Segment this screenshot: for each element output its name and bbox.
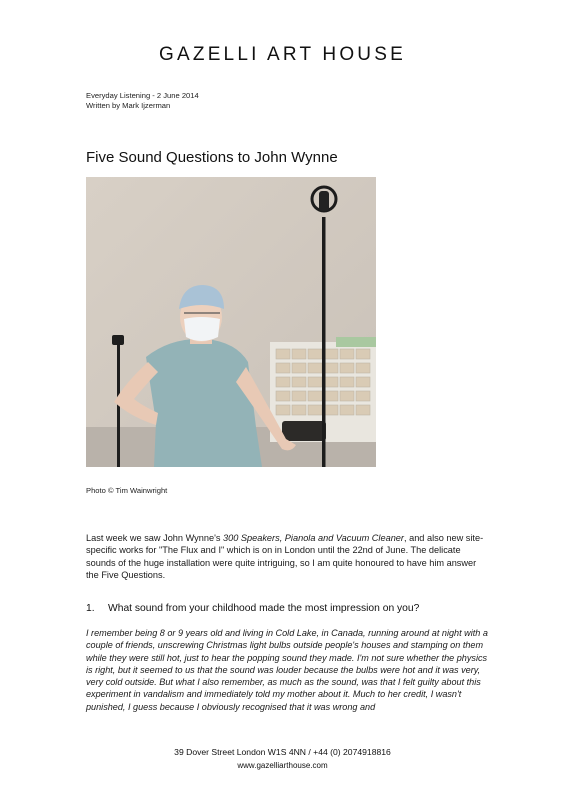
footer-website: www.gazelliarthouse.com	[237, 761, 328, 770]
intro-text-start: Last week we saw John Wynne's	[86, 533, 223, 543]
author-line: Written by Mark Ijzerman	[86, 101, 171, 110]
gallery-masthead: GAZELLI ART HOUSE	[159, 44, 406, 65]
intro-text-end: , and also new site-specific works for "The Flux and I" which is on in London until the 22nd of June. The delicate sounds of the huge installation were quite intriguing, so I am quite honoured to have him answer the Five Questions.	[86, 533, 484, 580]
article-photo	[86, 177, 376, 467]
question-number: 1.	[86, 603, 95, 614]
answer-1: I remember being 8 or 9 years old and living in Cold Lake, in Canada, running around at night with a couple of friends, unscrewing Christmas light bulbs outside people's houses and stamping on them while they were still hot, just to hear the popping sound they made. I'm not sure whether the physics is right, but it seemed to us that the sound was louder because the bulbs were hot and it was very, very cold outside. But what I also remember, as much as the sound, was that I felt guilty about this experiment in vandalism and immediately told my mother about it. Much to her credit, I wasn't punished, I guess because I obviously recognised that it was wrong and	[86, 628, 488, 712]
series-date-line: Everyday Listening - 2 June 2014	[86, 91, 199, 100]
article-meta	[86, 91, 199, 111]
footer-address: 39 Dover Street London W1S 4NN / +44 (0) 2074918816	[174, 747, 391, 757]
intro-paragraph	[86, 532, 486, 581]
work-title: 300 Speakers, Pianola and Vacuum Cleaner	[223, 533, 404, 543]
photo-caption: Photo © Tim Wainwright	[86, 486, 168, 495]
article-title: Five Sound Questions to John Wynne	[86, 149, 338, 166]
question-text: What sound from your childhood made the most impression on you?	[108, 603, 420, 614]
question-1	[86, 603, 516, 614]
